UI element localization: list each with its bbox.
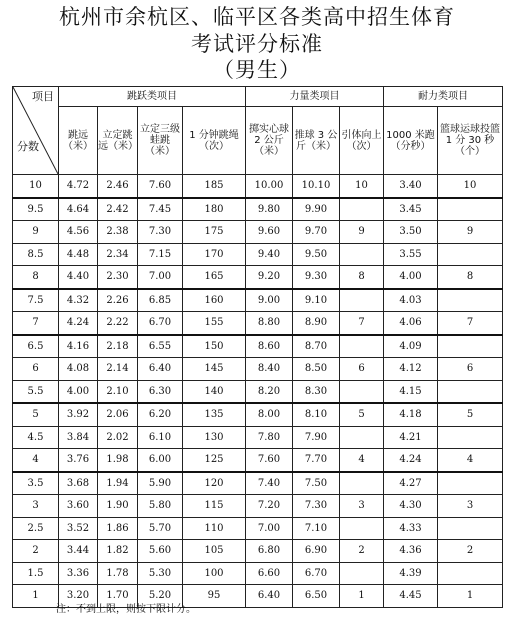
value-cell — [340, 562, 384, 585]
value-cell: 8.80 — [246, 312, 293, 335]
table-row — [13, 472, 503, 495]
value-cell — [438, 426, 503, 449]
value-cell: 9 — [438, 221, 503, 244]
value-cell: 9.20 — [246, 266, 293, 289]
value-cell: 2.22 — [98, 312, 138, 335]
value-cell — [438, 472, 503, 495]
value-cell: 120 — [183, 472, 246, 495]
column-header: 1 分钟跳绳（次） — [183, 107, 246, 175]
value-cell: 5.30 — [138, 562, 183, 585]
value-cell: 4.15 — [384, 380, 438, 403]
value-cell: 4.16 — [59, 335, 98, 358]
value-cell: 4.45 — [384, 585, 438, 608]
document-title-line2: 考试评分标准 — [191, 32, 323, 56]
value-cell: 3.44 — [59, 540, 98, 563]
value-cell: 9.00 — [246, 289, 293, 312]
column-header: 立定跳远（米） — [98, 107, 138, 175]
value-cell: 1.94 — [98, 472, 138, 495]
value-cell: 6.40 — [138, 358, 183, 381]
column-header: 推球 3 公斤（米） — [293, 107, 340, 175]
value-cell: 6.10 — [138, 426, 183, 449]
value-cell: 7.40 — [246, 472, 293, 495]
value-cell: 3.68 — [59, 472, 98, 495]
table-row — [13, 540, 503, 563]
score-cell: 2 — [13, 540, 59, 563]
value-cell: 135 — [183, 403, 246, 426]
column-header: 1000 米跑（分秒） — [384, 107, 438, 175]
value-cell: 185 — [183, 175, 246, 198]
value-cell: 4 — [340, 449, 384, 472]
column-header: 引体向上（次） — [340, 107, 384, 175]
value-cell: 7.80 — [246, 426, 293, 449]
value-cell: 9.40 — [246, 243, 293, 266]
value-cell — [340, 426, 384, 449]
value-cell: 115 — [183, 495, 246, 518]
value-cell: 4.21 — [384, 426, 438, 449]
value-cell: 140 — [183, 380, 246, 403]
value-cell: 10 — [438, 175, 503, 198]
value-cell: 7.60 — [246, 449, 293, 472]
value-cell: 7.30 — [138, 221, 183, 244]
value-cell: 4.06 — [384, 312, 438, 335]
table-row — [13, 312, 503, 335]
value-cell: 2.18 — [98, 335, 138, 358]
value-cell: 2.42 — [98, 198, 138, 221]
score-cell: 8.5 — [13, 243, 59, 266]
document-title-line3: （男生） — [213, 58, 301, 82]
value-cell: 6.55 — [138, 335, 183, 358]
value-cell — [438, 198, 503, 221]
value-cell: 1.78 — [98, 562, 138, 585]
value-cell — [340, 517, 384, 540]
value-cell: 1 — [340, 585, 384, 608]
value-cell — [438, 335, 503, 358]
value-cell: 3.20 — [59, 585, 98, 608]
value-cell: 95 — [183, 585, 246, 608]
value-cell: 6.20 — [138, 403, 183, 426]
score-cell: 8 — [13, 266, 59, 289]
table-row — [13, 198, 503, 221]
value-cell — [438, 517, 503, 540]
value-cell: 3.60 — [59, 495, 98, 518]
value-cell: 170 — [183, 243, 246, 266]
value-cell: 6.40 — [246, 585, 293, 608]
value-cell: 9.90 — [293, 198, 340, 221]
value-cell: 1.90 — [98, 495, 138, 518]
value-cell: 7.10 — [293, 517, 340, 540]
value-cell: 1.70 — [98, 585, 138, 608]
value-cell: 4.39 — [384, 562, 438, 585]
value-cell: 8.20 — [246, 380, 293, 403]
table-row — [13, 495, 503, 518]
value-cell: 6.70 — [138, 312, 183, 335]
value-cell: 9.80 — [246, 198, 293, 221]
score-cell: 2.5 — [13, 517, 59, 540]
value-cell: 9 — [340, 221, 384, 244]
score-cell: 4 — [13, 449, 59, 472]
table-row — [13, 221, 503, 244]
value-cell — [438, 562, 503, 585]
value-cell: 3 — [438, 495, 503, 518]
value-cell: 8 — [340, 266, 384, 289]
value-cell: 6.50 — [293, 585, 340, 608]
value-cell: 130 — [183, 426, 246, 449]
value-cell: 175 — [183, 221, 246, 244]
value-cell — [340, 335, 384, 358]
value-cell: 8.60 — [246, 335, 293, 358]
value-cell: 7 — [438, 312, 503, 335]
value-cell — [438, 289, 503, 312]
value-cell: 2.34 — [98, 243, 138, 266]
score-cell: 9 — [13, 221, 59, 244]
value-cell: 4.56 — [59, 221, 98, 244]
group-header-strength: 力量类项目 — [246, 87, 384, 107]
value-cell: 5 — [438, 403, 503, 426]
score-cell: 3 — [13, 495, 59, 518]
value-cell: 8.70 — [293, 335, 340, 358]
value-cell: 3.52 — [59, 517, 98, 540]
value-cell: 5 — [340, 403, 384, 426]
value-cell: 2.06 — [98, 403, 138, 426]
value-cell: 7 — [340, 312, 384, 335]
value-cell: 100 — [183, 562, 246, 585]
value-cell: 10.00 — [246, 175, 293, 198]
value-cell: 6.85 — [138, 289, 183, 312]
value-cell: 9.50 — [293, 243, 340, 266]
value-cell: 7.60 — [138, 175, 183, 198]
value-cell: 2.46 — [98, 175, 138, 198]
value-cell: 105 — [183, 540, 246, 563]
value-cell: 9.70 — [293, 221, 340, 244]
value-cell: 6 — [340, 358, 384, 381]
value-cell: 2 — [438, 540, 503, 563]
value-cell: 9.60 — [246, 221, 293, 244]
document-title-line1: 杭州市余杭区、临平区各类高中招生体育 — [59, 5, 455, 29]
score-cell: 6 — [13, 358, 59, 381]
value-cell: 7.70 — [293, 449, 340, 472]
score-cell: 5.5 — [13, 380, 59, 403]
value-cell: 3.55 — [384, 243, 438, 266]
value-cell: 9.30 — [293, 266, 340, 289]
table-row — [13, 335, 503, 358]
table-row — [13, 449, 503, 472]
value-cell: 160 — [183, 289, 246, 312]
value-cell: 2 — [340, 540, 384, 563]
score-cell: 3.5 — [13, 472, 59, 495]
value-cell — [340, 243, 384, 266]
column-header: 掷实心球 2 公斤（米） — [246, 107, 293, 175]
value-cell: 1.98 — [98, 449, 138, 472]
score-cell: 1.5 — [13, 562, 59, 585]
table-row — [13, 243, 503, 266]
score-cell: 6.5 — [13, 335, 59, 358]
value-cell: 8.40 — [246, 358, 293, 381]
value-cell: 4.40 — [59, 266, 98, 289]
score-cell: 9.5 — [13, 198, 59, 221]
value-cell: 7.00 — [138, 266, 183, 289]
value-cell: 4.72 — [59, 175, 98, 198]
value-cell: 4 — [438, 449, 503, 472]
value-cell: 6.00 — [138, 449, 183, 472]
value-cell: 4.24 — [59, 312, 98, 335]
value-cell — [438, 380, 503, 403]
value-cell: 8.00 — [246, 403, 293, 426]
value-cell: 4.18 — [384, 403, 438, 426]
value-cell: 3.36 — [59, 562, 98, 585]
value-cell: 4.48 — [59, 243, 98, 266]
value-cell: 3.40 — [384, 175, 438, 198]
value-cell — [340, 198, 384, 221]
value-cell: 8.30 — [293, 380, 340, 403]
value-cell: 4.03 — [384, 289, 438, 312]
value-cell: 3.76 — [59, 449, 98, 472]
value-cell: 8.90 — [293, 312, 340, 335]
value-cell: 4.36 — [384, 540, 438, 563]
value-cell — [340, 380, 384, 403]
value-cell: 5.60 — [138, 540, 183, 563]
value-cell: 8 — [438, 266, 503, 289]
value-cell: 7.50 — [293, 472, 340, 495]
value-cell: 2.10 — [98, 380, 138, 403]
value-cell: 10 — [340, 175, 384, 198]
value-cell: 3.45 — [384, 198, 438, 221]
value-cell: 125 — [183, 449, 246, 472]
value-cell: 180 — [183, 198, 246, 221]
table-row — [13, 266, 503, 289]
value-cell: 6.60 — [246, 562, 293, 585]
value-cell: 4.27 — [384, 472, 438, 495]
group-header-jump: 跳跃类项目 — [59, 87, 246, 107]
table-row — [13, 562, 503, 585]
group-header-endurance: 耐力类项目 — [384, 87, 503, 107]
value-cell: 6.70 — [293, 562, 340, 585]
value-cell: 7.45 — [138, 198, 183, 221]
value-cell: 2.30 — [98, 266, 138, 289]
value-cell — [438, 243, 503, 266]
value-cell: 4.64 — [59, 198, 98, 221]
corner-item-label: 项目 — [32, 90, 54, 103]
value-cell: 5.90 — [138, 472, 183, 495]
value-cell: 165 — [183, 266, 246, 289]
value-cell: 5.80 — [138, 495, 183, 518]
value-cell: 1.82 — [98, 540, 138, 563]
value-cell: 3.50 — [384, 221, 438, 244]
value-cell: 5.20 — [138, 585, 183, 608]
column-header: 跳远（米） — [59, 107, 98, 175]
footnote: 注：不到上限，则按下限计分。 — [56, 604, 196, 615]
value-cell: 4.08 — [59, 358, 98, 381]
score-cell: 5 — [13, 403, 59, 426]
score-cell: 1 — [13, 585, 59, 608]
value-cell: 7.90 — [293, 426, 340, 449]
value-cell: 150 — [183, 335, 246, 358]
value-cell: 3.84 — [59, 426, 98, 449]
value-cell: 8.10 — [293, 403, 340, 426]
value-cell: 4.09 — [384, 335, 438, 358]
value-cell: 3 — [340, 495, 384, 518]
value-cell: 2.14 — [98, 358, 138, 381]
score-cell: 10 — [13, 175, 59, 198]
score-cell: 7 — [13, 312, 59, 335]
value-cell: 4.00 — [384, 266, 438, 289]
value-cell — [340, 472, 384, 495]
value-cell: 4.33 — [384, 517, 438, 540]
value-cell: 110 — [183, 517, 246, 540]
column-header: 立定三级蛙跳（米） — [138, 107, 183, 175]
value-cell: 2.38 — [98, 221, 138, 244]
value-cell: 7.20 — [246, 495, 293, 518]
table-corner-header — [13, 87, 59, 175]
table-row — [13, 380, 503, 403]
value-cell: 6.30 — [138, 380, 183, 403]
value-cell: 8.50 — [293, 358, 340, 381]
value-cell: 7.15 — [138, 243, 183, 266]
corner-score-label: 分数 — [17, 140, 39, 153]
value-cell: 2.26 — [98, 289, 138, 312]
score-cell: 7.5 — [13, 289, 59, 312]
value-cell: 4.24 — [384, 449, 438, 472]
table-row — [13, 289, 503, 312]
value-cell: 7.00 — [246, 517, 293, 540]
value-cell: 4.30 — [384, 495, 438, 518]
value-cell: 1.86 — [98, 517, 138, 540]
table-row — [13, 517, 503, 540]
value-cell: 4.12 — [384, 358, 438, 381]
value-cell: 6 — [438, 358, 503, 381]
value-cell: 155 — [183, 312, 246, 335]
value-cell: 5.70 — [138, 517, 183, 540]
value-cell: 9.10 — [293, 289, 340, 312]
value-cell: 3.92 — [59, 403, 98, 426]
value-cell: 2.02 — [98, 426, 138, 449]
value-cell: 10.10 — [293, 175, 340, 198]
score-cell: 4.5 — [13, 426, 59, 449]
table-row — [13, 358, 503, 381]
value-cell: 1 — [438, 585, 503, 608]
table-row — [13, 403, 503, 426]
value-cell: 4.32 — [59, 289, 98, 312]
table-row — [13, 426, 503, 449]
scoring-table — [12, 86, 503, 608]
column-header: 篮球运球投篮 1 分 30 秒（个） — [438, 107, 503, 175]
value-cell: 6.80 — [246, 540, 293, 563]
value-cell — [340, 289, 384, 312]
value-cell: 4.00 — [59, 380, 98, 403]
value-cell: 6.90 — [293, 540, 340, 563]
value-cell: 7.30 — [293, 495, 340, 518]
value-cell: 145 — [183, 358, 246, 381]
table-row — [13, 175, 503, 198]
